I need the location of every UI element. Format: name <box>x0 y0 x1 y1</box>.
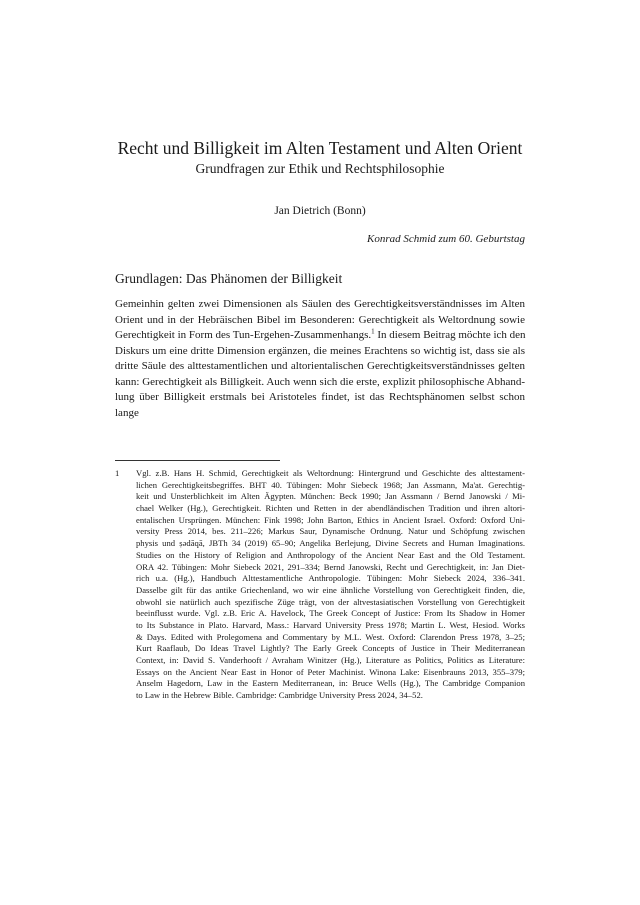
footnote-line: Kurt Raaflaub, Do Ideas Travel Lightly? The Early Greek Concepts of Justice in Their Mediterranean <box>136 643 525 654</box>
footnote-line: to Law in the Hebrew Bible. Cambridge: Cambridge University Press 2024, 34–52. <box>136 690 423 701</box>
footnote-line: rich u.a. (Hg.), Handbuch Alttestamentliche Anthropologie. Tübingen: Mohr Siebeck 2024, 336–341. <box>136 573 525 584</box>
footnote-line: Anselm Hagedorn, Law in the Eastern Mediterranean, in: Bruce Wells (Hg.), The Cambridge Companion <box>136 678 525 689</box>
body-line: lung über Billigkeit erstmals bei Aristoteles findet, ist das Rechtsphänomen selbst schon lange <box>115 391 525 419</box>
footnote-line: lichen Gerechtigkeitsbegriffes. BHT 40. Tübingen: Mohr Siebeck 1968; Jan Assmann, Ma'at. Gerechtig- <box>136 479 525 490</box>
footnote-number: 1 <box>115 468 120 478</box>
footnote-line: chael Welker (Hg.), Gerechtigkeit. Richten und Retten in der abendländischen Tradition und ihren altori- <box>136 503 525 514</box>
footnote-line: entalischen Ursprüngen. München: Fink 1998; John Barton, Ethics in Ancient Israel. Oxford: Oxford Uni- <box>136 514 525 525</box>
footnote-line: to Its Substance in Plato. Harvard, Mass.: Harvard University Press 1978; Martin L. West, Hesiod. Works <box>136 619 525 630</box>
footnote-line: Context, in: David S. Vanderhooft / Avraham Winitzer (Hg.), Literature as Politics, Politics as Literature: <box>136 655 525 665</box>
footnote-text <box>136 468 525 702</box>
footnote-line: ORA 42. Tübingen: Mohr Siebeck 2021, 291–334; Bernd Janowski, Recht und Gerechtigkeit, in: Jan Diet- <box>136 561 525 572</box>
body-line-text: Gerechtigkeit in Form des Tun-Ergehen-Zusammenhangs. <box>115 329 372 341</box>
body-paragraph <box>115 297 526 419</box>
dedication: Konrad Schmid zum 60. Geburtstag <box>367 233 525 245</box>
footnote-line: Dasselbe gilt für das antike Griechenland, wo wir eine ähnliche Vorstellung von Gerechtigkeit finden, die, <box>136 584 525 595</box>
footnote-line: Vgl. z.B. Hans H. Schmid, Gerechtigkeit als Weltordnung: Hintergrund und Geschichte des alttestament- <box>136 468 525 478</box>
footnote-1 <box>115 468 525 702</box>
footnote-separator <box>115 460 280 461</box>
body-line: dritte Säule des alttestamentlichen und altorientalischen Gerechtigkeitsverständnisses gelten <box>115 360 525 372</box>
footnote-line: obwohl sie natürlich auch spezifische Züge trägt, von der altvestasiatischen Vorstellung von Gerechtigkeit <box>136 596 525 607</box>
body-line: Gemeinhin gelten zwei Dimensionen als Säulen des Gerechtigkeitsverständnisses im Alten <box>115 298 525 310</box>
footnote-line: & Days. Edited with Prolegomena and Commentary by M.L. West. Oxford: Clarendon Press 1978, 3–25; <box>136 631 525 642</box>
footnote-line: physis und ṣədāqā, JBTh 34 (2019) 65–90; Angelika Berlejung, Divine Secrets and Human Imaginations. <box>136 538 525 549</box>
body-line-continuation: In diesem Beitrag möchte ich den <box>374 329 526 341</box>
footnote-line: versity Press 2014, bes. 211–226; Markus Saur, Dynamische Ordnung. Natur und Schöpfung zwischen <box>136 526 525 537</box>
paper-subtitle: Grundfragen zur Ethik und Rechtsphilosophie <box>195 161 445 176</box>
body-line: Diskurs um eine dritte Dimension ergänzen, die meines Erachtens so wichtig ist, dass sie als <box>115 344 525 357</box>
body-line-with-footnote <box>115 328 525 344</box>
footnote-line: Essays on the Ancient Near East in Honor of Peter Machinist. Winona Lake: Eisenbrauns 2013, 355–379; <box>136 666 525 677</box>
footnote-line: keit und Unsterblichkeit im Alten Ägypten. München: Beck 1990; Jan Assmann / Bernd Janowski / Mi- <box>136 491 525 502</box>
body-line: kann: Gerechtigkeit als Billigkeit. Auch wenn sich die erste, explizit philosophische Abhand- <box>115 375 525 388</box>
body-line: Orient und in der Hebräischen Bibel im Besonderen: Gerechtigkeit als Weltordnung sowie <box>115 313 525 326</box>
footnote-line: Studies on the History of Religion and Anthropology of the Ancient Near East and the Old Testament. <box>136 549 525 560</box>
section-heading: Grundlagen: Das Phänomen der Billigkeit <box>115 271 343 286</box>
author-name: Jan Dietrich (Bonn) <box>274 205 366 217</box>
footnote-line: beeinflusst wurde. Vgl. z.B. Eric A. Havelock, The Greek Concept of Justice: From Its Shadow in Homer <box>136 608 525 619</box>
footnote-marker[interactable]: 1 <box>371 327 375 336</box>
paper-title: Recht und Billigkeit im Alten Testament und Alten Orient <box>117 138 523 158</box>
